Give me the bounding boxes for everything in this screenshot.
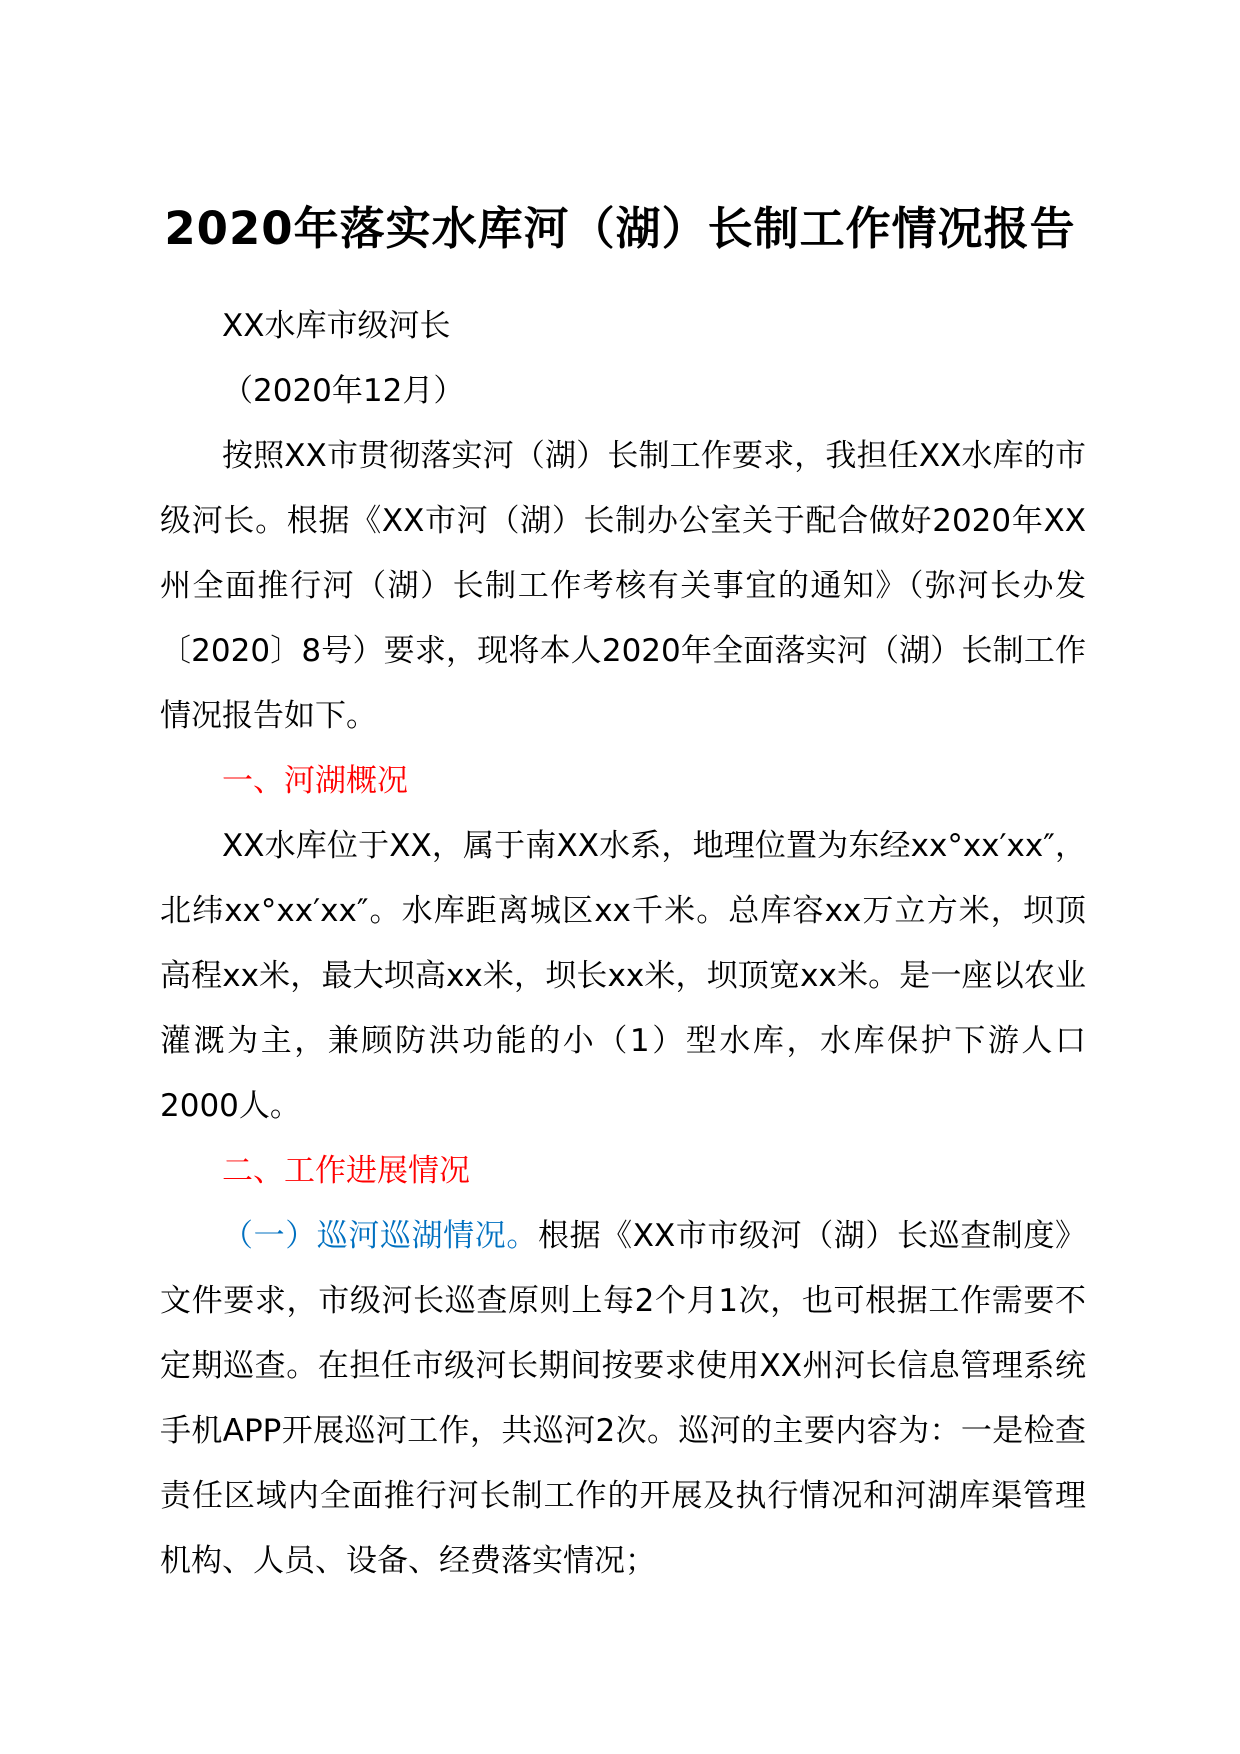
overview-paragraph: XX水库位于XX，属于南XX水系，地理位置为东经xx°xx′xx″，北纬xx°xx′xx″。水库距离城区xx千米。总库容xx万立方米，坝顶高程xx米，最大坝高xx米，坝长xx米，坝顶宽xx米。是一座以农业灌溉为主，兼顾防洪功能的小（1）型水库，水库保护下游人口2000人。 <box>160 828 1086 1124</box>
author-line: XX水库市级河长 <box>222 308 451 344</box>
document-body <box>160 294 1086 1594</box>
patrol-paragraph-text: 根据《XX市市级河（湖）长巡查制度》文件要求，市级河长巡查原则上每2个月1次，也可根据工作需要不定期巡查。在担任市级河长期间按要求使用XX州河长信息管理系统手机APP开展巡河工作，共巡河2次。巡河的主要内容为：一是检查责任区域内全面推行河长制工作的开展及执行情况和河湖库渠管理机构、人员、设备、经费落实情况； <box>160 1218 1086 1579</box>
subsection-heading-patrol: （一）巡河巡湖情况。 <box>222 1218 538 1254</box>
document-title: 2020年落实水库河（湖）长制工作情况报告 <box>164 202 1076 255</box>
section-heading-overview: 一、河湖概况 <box>222 763 408 799</box>
intro-paragraph: 按照XX市贯彻落实河（湖）长制工作要求，我担任XX水库的市级河长。根据《XX市河（湖）长制办公室关于配合做好2020年XX州全面推行河（湖）长制工作考核有关事宜的通知》（弥河长办发〔2020〕8号）要求，现将本人2020年全面落实河（湖）长制工作情况报告如下。 <box>160 438 1086 734</box>
section-heading-progress: 二、工作进展情况 <box>222 1153 470 1189</box>
date-line: （2020年12月） <box>222 373 465 409</box>
patrol-paragraph <box>160 1204 1086 1594</box>
